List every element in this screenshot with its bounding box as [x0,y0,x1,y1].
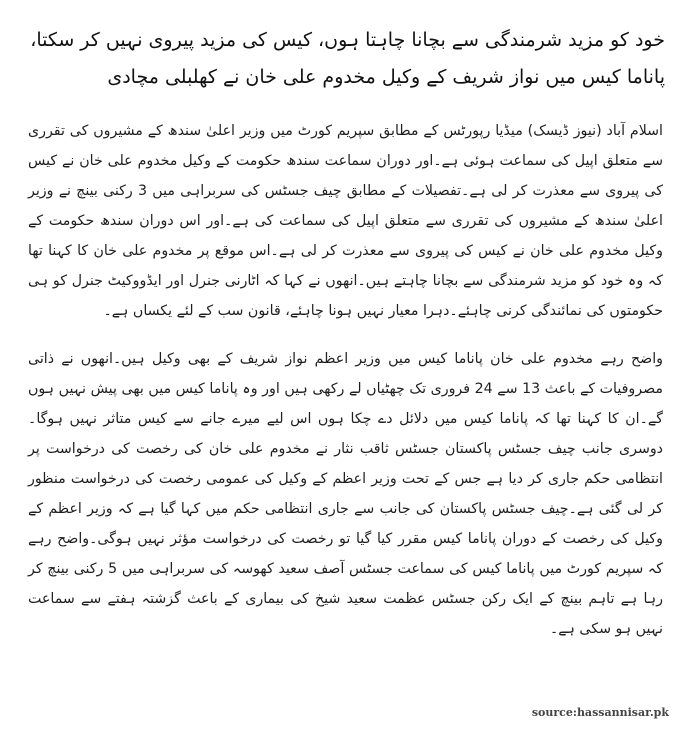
source-credit: source:hassannisar.pk [531,706,669,719]
article-paragraph-1: اسلام آباد (نیوز ڈیسک) میڈیا رپورٹس کے مطابق سپریم کورٹ میں وزیر اعلیٰ سندھ کے مشیروں کی تقرری سے متعلق اپیل کی سماعت ہوئی ہے۔اور دوران سماعت سندھ حکومت کے وکیل مخدوم علی خان نے کیس کی پیروی سے معذرت کر لی ہے۔تفصیلات کے مطابق چیف جسٹس کی سربراہی میں 3 رکنی بینچ نے وزیر اعلیٰ سندھ کے مشیروں کی تقرری سے متعلق اپیل کی سماعت کی ہے۔اور اس دوران سندھ حکومت کے وکیل مخدوم علی خان نے کیس کی پیروی سے معذرت کر لی ہے۔اس موقع پر مخدوم علی خان کا کہنا تھا کہ وہ خود کو مزید شرمندگی سے بچانا چاہتے ہیں۔انھوں نے کہا کہ اٹارنی جنرل اور ایڈووکیٹ جنرل کو ہی حکومتوں کی نمائندگی کرنی چاہئے۔دہرا معیار نہیں ہونا چاہئے، قانون سب کے لئے یکساں ہے۔ [28,123,663,319]
article-headline: خود کو مزید شرمندگی سے بچانا چاہتا ہوں، کیس کی مزید پیروی نہیں کر سکتا، پاناما کیس میں نواز شریف کے وکیل مخدوم علی خان نے کھلبلی مچادی [30,29,665,88]
article-paragraph-2: واضح رہے مخدوم علی خان پاناما کیس میں وزیر اعظم نواز شریف کے بھی وکیل ہیں۔انھوں نے ذاتی مصروفیات کے باعث 13 سے 24 فروری تک چھٹیاں لے رکھی ہیں اور وہ پاناما کیس میں بھی پیش نہیں ہوں گے۔ان کا کہنا تھا کہ پاناما کیس میں دلائل دے چکا ہوں اس لیے میرے جانے سے کیس متاثر نہیں ہوگا۔دوسری جانب چیف جسٹس پاکستان جسٹس ثاقب نثار نے مخدوم علی خان کی رخصت کی درخواست پر انتظامی حکم جاری کر دیا ہے جس کے تحت وزیر اعظم کے وکیل کی عمومی رخصت کی درخواست منظور کر لی گئی ہے۔چیف جسٹس پاکستان کی جانب سے جاری انتظامی حکم میں کہا گیا ہے کہ وزیر اعظم کے وکیل کی رخصت کے دوران پاناما کیس مقرر کیا گیا تو رخصت کی درخواست مؤثر نہیں ہوگی۔واضح رہے کہ سپریم کورٹ میں پاناما کیس کی سماعت جسٹس آصف سعید کھوسہ کی سربراہی میں 5 رکنی بینچ کر رہا ہے تاہم بینچ کے ایک رکن جسٹس عظمت سعید شیخ کی بیماری کے باعث گزشتہ ہفتے سے سماعت نہیں ہو سکی ہے۔ [28,351,663,637]
